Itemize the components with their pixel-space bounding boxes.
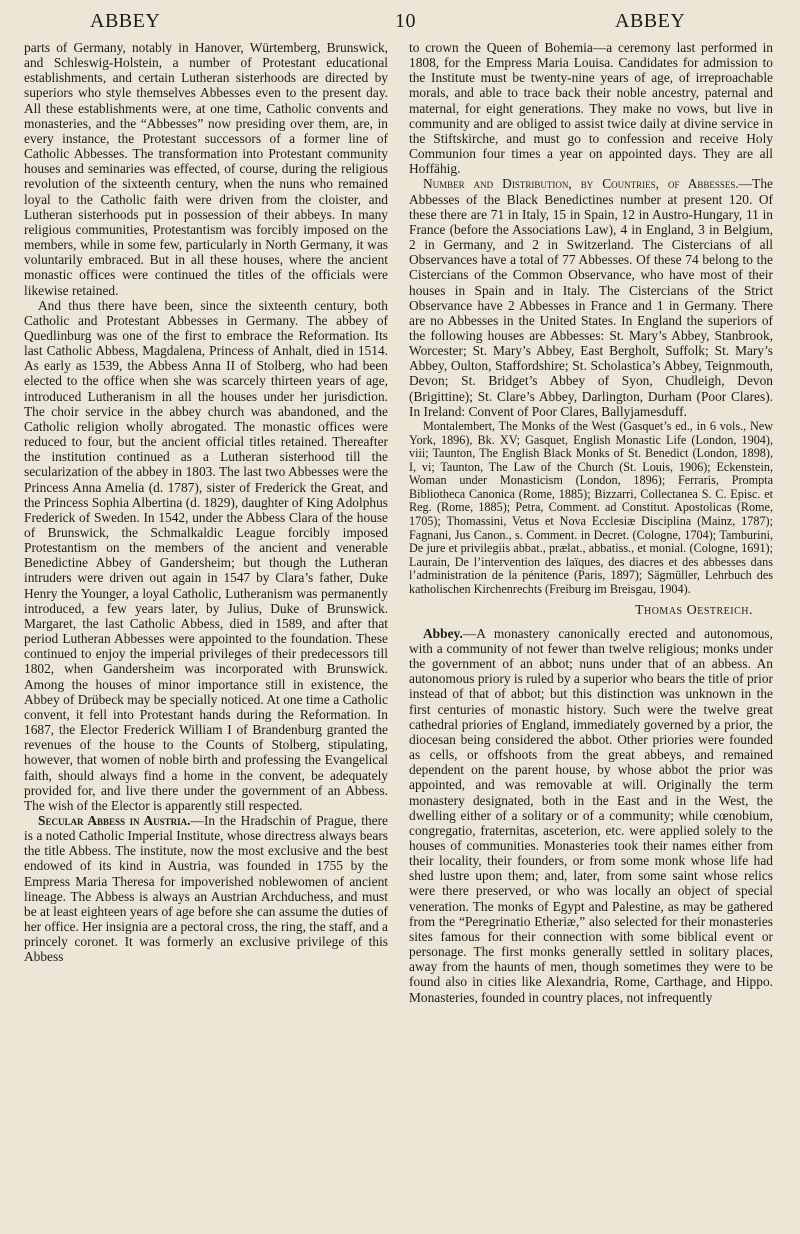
section-lead-secular-abbess: Secular Abbess in Austria. <box>38 812 191 828</box>
bibliography: Montalembert, The Monks of the West (Gasquet’s ed., in 6 vols., New York, 1896), Bk. XV; Gasquet, English Monastic Life (London, 1904), viii; Taunton, The English Black Monks of St. Benedict (London, 1898), I, vi; Taunton, The Law of the Church (St. Louis, 1906); Eckenstein, Woman under Monasticism (London, 1896); Ferraris, Prompta Bibliotheca Canonica (Rome, 1885); Bizzarri, Collectanea S. C. Episc. et Reg. (Rome, 1885); Petra, Comment. ad Constitut. Apostolicas (Rome, 1705); Thomassini, Vetus et Nova Ecclesiæ Disciplina (Mainz, 1787); Fagnani, Jus Canon., s. Comment. in Decret. (Cologne, 1704); Tamburini, De jure et privilegiis abbat., prælat., abbatiss., et monial. (Cologne, 1691); Laurain, De l’intervention des laïques, des diacres et des abbesses dans l’administration de la pénitence (Paris, 1897); Sägmüller, Lehrbuch des katholischen Kirchenrechts (Freiburg im Breisgau, 1904). <box>409 418 773 597</box>
running-head-right: ABBEY <box>615 10 686 32</box>
paragraph-abbey-definition <box>409 626 773 1005</box>
page-number: 10 <box>395 10 416 32</box>
running-head-left: ABBEY <box>90 10 161 32</box>
paragraph-queen-of-bohemia: to crown the Queen of Bohemia—a ceremony last performed in 1808, for the Empress Maria Louisa. Candidates for admission to the Institute must be twenty-nine years of age, of irreproachable morals, and able to trace back their noble ancestry, paternal and maternal, for eight generations. They make no vows, but live in community and are obliged to assist twice daily at divine service in the Stiftskirche, and must go to confession and receive Holy Communion four times a year on appointed days. They are all Hoffähig. <box>409 40 773 177</box>
number-distribution-text: —The Abbesses of the Black Benedictines number at present 120. Of these there are 71 in Italy, 15 in Spain, 12 in Austro-Hungary, 11 in France (before the Associations Law), 4 in England, 3 in Belgium, 2 in Germany, and 2 in Switzerland. The Cistercians of all Observances have a total of 77 Abbesses. Of these 74 belong to the Cistercians of the Common Observance, who have most of their houses in Spain and in Italy. The Cistercians of the Strict Observance have 2 Abbesses in France and 1 in Germany. There are no Abbesses in the United States. In England the superiors of the following houses are Abbesses: St. Mary’s Abbey, Stanbrook, Worcester; St. Mary’s Abbey, East Bergholt, Suffolk; St. Mary’s Abbey, Oulton, Staffordshire; St. Scholastica’s Abbey, Teignmouth, Devon; St. Bridget’s Abbey of Syon, Chudleigh, Devon (Brigittine); St. Clare’s Abbey, Darlington, Durham (Poor Clares). In Ireland: Convent of Poor Clares, Ballyjamesduff. <box>409 176 773 419</box>
author-signature: Thomas Oestreich. <box>634 602 753 618</box>
secular-abbess-text: —In the Hradschin of Prague, there is a noted Catholic Imperial Institute, whose directress always bears the title Abbess. The institute, now the most exclusive and the best endowed of its kind in Austria, was founded in 1755 by the Empress Maria Theresa for impoverished noblewomen of ancient lineage. The Abbess is always an Austrian Archduchess, and must be at least eighteen years of age before she can assume the duties of her office. Her insignia are a pectoral cross, the ring, the staff, and a princely coronet. It was formerly an exclusive privilege of this Abbess <box>24 812 388 965</box>
left-column <box>24 40 388 965</box>
entry-heading-abbey: Abbey. <box>423 625 463 641</box>
paragraph-protestant-abbesses: parts of Germany, notably in Hanover, Würtemberg, Brunswick, and Schleswig-Holstein, a number of Protestant educational establishments, and certain Lutheran sisterhoods are directed by superiors who style themselves Abbesses even to the present day. All these establishments were, at one time, Catholic convents and monasteries, and the “Abbesses” now presiding over them, are, in every instance, the Protestant successors of a former line of Catholic Abbesses. The transformation into Protestant community houses and seminaries was effected, of course, during the religious revolution of the sixteenth century, when the nuns who remained loyal to the Catholic faith were driven from the cloister, and Lutheran sisterhoods put in possession of their abbeys. In many religious communities, Protestantism was forcibly imposed on the members, while in some few, particularly in North Germany, it was voluntarily embraced. But in all these houses, where the ancient monastic offices were continued the titles of the officials were likewise retained. <box>24 40 388 298</box>
section-lead-number-distribution: Number and Distribution, by Countries, of Abbesses. <box>423 176 739 192</box>
abbey-definition-text: —A monastery canonically erected and autonomous, with a community of not fewer than twelve religious; monks under the government of an abbot; nuns under that of an abbess. An autonomous priory is ruled by a superior who bears the title of prior instead of that of abbot; but this distinction was unknown in the first centuries of monastic history. Such were the twelve great cathedral priories of England, immediately governed by a prior, the diocesan being considered the abbot. Other priories were founded as cells, or offshoots from the great abbeys, and remained dependent on the parent house, by whose abbot the prior was appointed, and was removable at will. Originally the term monastery designated, both in the East and in the West, the dwelling either of a solitary or of a community; while cœnobium, congregatio, fraternitas, asceterion, etc. were applied solely to the houses of communities. Monasteries took their names either from their locality, their founders, or from some monk whose life had shed lustre upon them; and, later, from some saint whose relics were there preserved, or who was locally an object of special veneration. The monks of Egypt and Palestine, as may be gathered from the “Peregrinatio Etheriæ,” also selected for their monasteries sites famous for their connection with some biblical event or personage. The first monks generally settled in solitary places, away from the haunts of men, though sometimes they were to be found also in cities like Alexandria, Rome, Carthage, and Hippo. Monasteries, founded in country places, not infrequently <box>409 625 773 1005</box>
right-column <box>409 40 773 1005</box>
paragraph-secular-abbess-austria <box>24 813 388 965</box>
page-header <box>0 10 800 36</box>
paragraph-number-distribution <box>409 176 773 419</box>
paragraph-catholic-protestant-abbesses: And thus there have been, since the sixteenth century, both Catholic and Protestant Abbesses in Germany. The abbey of Quedlinburg was one of the first to embrace the Reformation. Its last Catholic Abbess, Magdalena, Princess of Anhalt, died in 1514. As early as 1539, the Abbess Anna II of Stolberg, who had been elected to the office when she was scarcely thirteen years of age, introduced Lutheranism in all the houses under her jurisdiction. The choir service in the abbey church was abandoned, and the Catholic religion wholly abrogated. The monastic offices were reduced to four, but the ancient official titles retained. Thereafter the institution continued as a Lutheran sisterhood till the secularization of the abbey in 1803. The last two Abbesses were the Princess Anna Amelia (d. 1787), sister of Frederick the Great, and the Princess Sophia Albertina (d. 1829), daughter of King Adolphus Frederick of Sweden. In 1542, under the Abbess Clara of the house of Brunswick, the Schmalkaldic League forcibly imposed Protestantism on the members of the ancient and venerable Benedictine Abbey of Gandersheim; but though the Lutheran intruders were driven out again in 1547 by Clara’s father, Duke Henry the Younger, a loyal Catholic, Lutheranism was permanently introduced, a few years later, by Julius, Duke of Brunswick. Margaret, the last Catholic Abbess, died in 1589, and after that period Lutheran Abbesses were appointed to the foundation. These continued to enjoy the imperial privileges of their predecessors till 1802, when Gandersheim was incorporated with Brunswick. Among the houses of minor importance still in existence, the Abbey of Drübeck may be specially noticed. At one time a Catholic convent, it fell into Protestant hands during the Reformation. In 1687, the Elector Frederick William I of Brandenburg granted the revenues of the house to the Counts of Stolberg, stipulating, however, that women of noble birth and professing the Evangelical faith, should always find a home in the convent, be adequately provided for, and live there under the government of an Abbess. The wish of the Elector is apparently still respected. <box>24 297 388 813</box>
